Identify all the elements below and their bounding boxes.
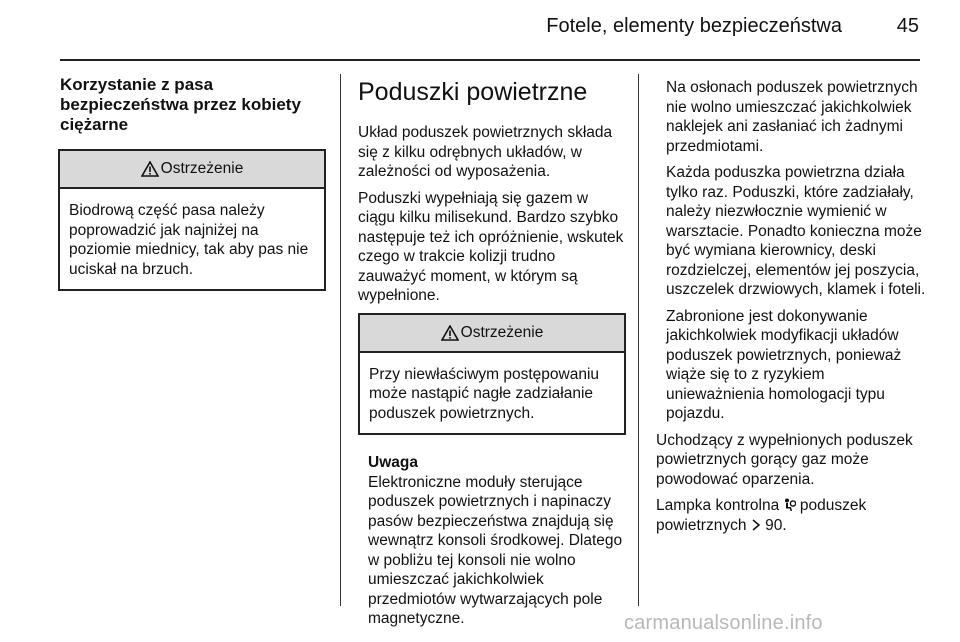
column-left bbox=[60, 75, 326, 305]
page-reference-arrow-icon bbox=[751, 519, 761, 531]
note-block bbox=[358, 453, 626, 629]
warning-header bbox=[360, 315, 624, 353]
header-rule bbox=[60, 59, 920, 61]
airbag-warning-lamp-icon bbox=[784, 498, 796, 512]
warning-box-pregnant bbox=[58, 149, 326, 291]
page-reference: 90. bbox=[765, 516, 787, 534]
warning-triangle-icon bbox=[441, 325, 459, 341]
paragraph-airbag-covers: Na osłonach poduszek powietrznych nie wolno umieszczać jakichkolwiek naklejek ani zasłaniać ich żadnymi przedmiotami. bbox=[666, 79, 918, 155]
warning-label: Ostrzeżenie bbox=[160, 160, 244, 178]
warning-label: Ostrzeżenie bbox=[460, 323, 544, 341]
warning-header bbox=[60, 151, 324, 189]
warning-text: Biodrową część pasa należy poprowadzić jak najniżej na poziomie miednicy, tak aby pas nie uciskał na brzuch. bbox=[69, 202, 309, 278]
watermark: carmanualsonline.info bbox=[624, 612, 823, 634]
header-title: Fotele, elementy bezpieczeństwa bbox=[546, 15, 842, 37]
paragraph-airbag-single-use: Każda poduszka powietrzna działa tylko raz. Poduszki, które zadziałały, należy niezwłocznie wymienić w warsztacie. Ponadto konieczna może być wymiana kierownicy, deski rozdzielczej, elementów jej poszycia, uszczelek drzwiowych, klamek i foteli. bbox=[666, 164, 926, 298]
column-divider-right bbox=[638, 74, 639, 606]
column-right bbox=[656, 78, 926, 542]
section-title-pregnant: Korzystanie z pasa bezpieczeństwa przez kobiety ciężarne bbox=[60, 75, 301, 134]
paragraph-airbag-inflation: Poduszki wypełniają się gazem w ciągu kilku milisekund. Bardzo szybko następuje też ich opróżnienie, wskutek czego w trakcie kolizji trudno zauważyć moment, w którym są wypełnione. bbox=[358, 189, 624, 304]
note-text: Elektroniczne moduły sterujące poduszek powietrznych i napinaczy pasów bezpieczeństwa znajdują się wewnątrz konsoli środkowej. Dlatego w pobliżu tej konsoli nie wolno umieszczać jakichkolwiek przedmiotów wytwarzających pole magnetyczne. bbox=[368, 473, 623, 627]
paragraph-warning-lamp bbox=[656, 496, 926, 535]
warning-text: Przy niewłaściwym postępowaniu może nastąpić nagłe zadziałanie poduszek powietrznych. bbox=[369, 365, 600, 422]
paragraph-airbag-modifications: Zabronione jest dokonywanie jakichkolwiek modyfikacji układów poduszek powietrznych, ponieważ wiąże się to z ryzykiem unieważnienia homologacji typu pojazdu. bbox=[666, 307, 902, 422]
paragraph-airbag-system: Układ poduszek powietrznych składa się z kilku odrębnych układów, w zależności od wyposażenia. bbox=[358, 124, 613, 180]
column-divider-left bbox=[340, 74, 341, 606]
warning-triangle-icon bbox=[141, 161, 159, 177]
paragraph-hot-gas: Uchodzący z wypełnionych poduszek powietrznych gorący gaz może powodować oparzenia. bbox=[656, 431, 913, 488]
page-number: 45 bbox=[896, 15, 919, 37]
lamp-text-middle: poduszek powietrznych bbox=[656, 497, 867, 534]
lamp-text-before: Lampka kontrolna bbox=[656, 497, 780, 514]
note-title: Uwaga bbox=[368, 454, 418, 471]
warning-box-airbags bbox=[358, 313, 626, 436]
column-middle bbox=[358, 75, 626, 629]
page-heading-airbags: Poduszki powietrzne bbox=[358, 78, 588, 106]
